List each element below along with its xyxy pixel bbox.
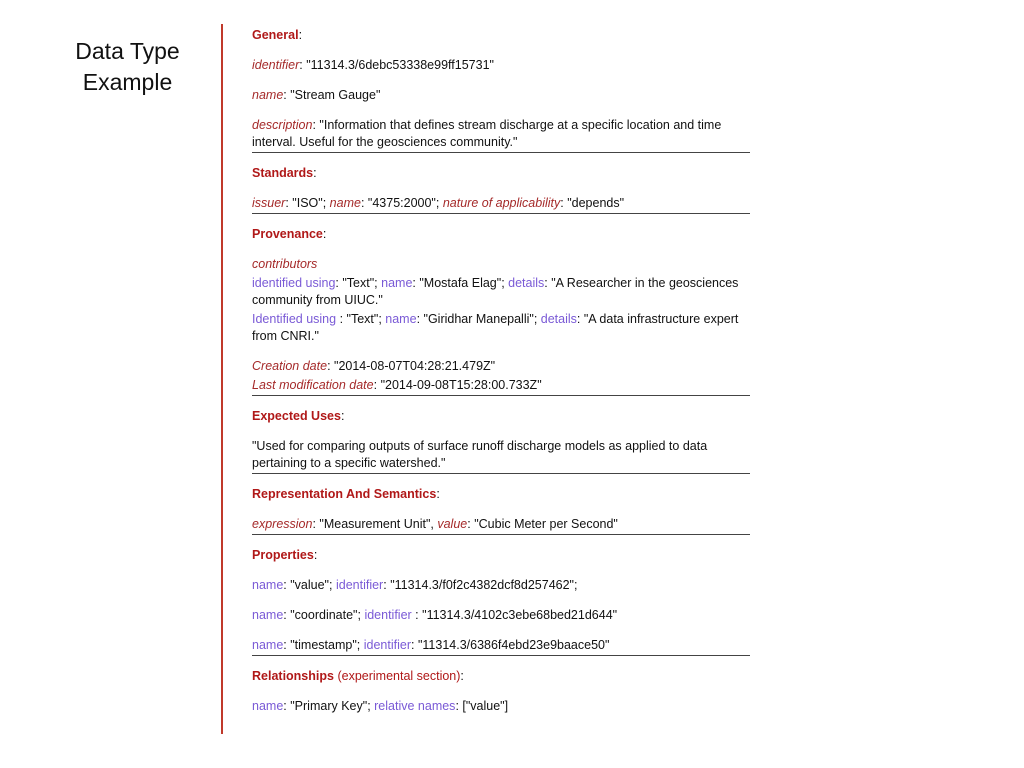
property-separator: ; [329, 578, 333, 592]
details-key: details [540, 312, 577, 326]
creation-date-value: "2014-08-07T04:28:21.479Z" [334, 359, 496, 373]
relationships-heading: Relationships [252, 669, 334, 683]
property-identifier-value: "11314.3/f0f2c4382dcf8d257462"; [390, 578, 578, 592]
description-key: description [252, 118, 313, 132]
identified-using-value: "Text" [346, 312, 379, 326]
creation-date-key: Creation date [252, 359, 328, 373]
section-provenance: Provenance: contributors identified using: "Text"; name: "Mostafa Elag"; details: "A Researcher in the geosciences community from UIUC." Identified using : "Text"; name: "Giridhar Manepalli"; details: "A data infrastructure expert from CNRI." Creation date: "2014-08-07T04:28:21.479Z" Last modification date: "2014-09-08T15:28:00.733Z" [252, 226, 750, 396]
property-name-value: "coordinate" [290, 608, 358, 622]
standard-name-key: name [329, 196, 361, 210]
contributor-item: Identified using : "Text"; name: "Giridhar Manepalli"; details: "A data infrastructure expert from CNRI." [252, 312, 739, 343]
general-heading: General [252, 28, 299, 42]
property-identifier-value: "11314.3/4102c3ebe68bed21d644" [422, 608, 618, 622]
data-type-document [252, 27, 750, 724]
property-item: name: "timestamp"; identifier: "11314.3/6386f4ebd23e9baace50" [252, 638, 610, 652]
property-identifier-key: identifier [363, 638, 411, 652]
representation-heading: Representation And Semantics [252, 487, 437, 501]
identifier-key: identifier [252, 58, 300, 72]
vertical-divider [221, 24, 223, 734]
name-value: "Stream Gauge" [290, 88, 381, 102]
identified-using-key: identified using [252, 276, 336, 290]
property-identifier-value: "11314.3/6386f4ebd23e9baace50" [417, 638, 610, 652]
property-identifier-key: identifier [364, 608, 412, 622]
last-modification-value: "2014-09-08T15:28:00.733Z" [380, 378, 542, 392]
slide-title: Data Type Example [75, 38, 180, 95]
issuer-value: "ISO" [292, 196, 323, 210]
contributor-name-key: name [385, 312, 417, 326]
contributor-name-key: name [381, 276, 413, 290]
property-separator: ; [357, 608, 361, 622]
section-properties: Properties: name: "value"; identifier: "11314.3/f0f2c4382dcf8d257462"; name: "coordinate"; identifier : "11314.3/4102c3ebe68bed21d644" name: "timestamp"; identifier: "11314.3/6386f4ebd23e9baace50" [252, 547, 750, 656]
property-identifier-colon: : [411, 608, 419, 622]
property-identifier-key: identifier [335, 578, 384, 592]
property-name-key: name [252, 608, 284, 622]
value-key: value [437, 517, 468, 531]
details-value: "A Researcher in the geosciences community from UIUC." [252, 276, 739, 307]
identified-using-key: Identified using [252, 312, 340, 326]
standards-heading: Standards [252, 166, 314, 180]
issuer-key: issuer [252, 196, 286, 210]
expression-key: expression [252, 517, 313, 531]
identifier-value: "11314.3/6debc53338e99ff15731" [306, 58, 494, 72]
section-relationships: Relationships (experimental section): name: "Primary Key"; relative names: ["value"] [252, 669, 509, 713]
expected-uses-text: "Used for comparing outputs of surface runoff discharge models as applied to data pertaining to a specific watershed." [252, 439, 708, 470]
property-name-key: name [252, 578, 284, 592]
property-identifier-colon: : [383, 578, 387, 592]
relative-names-key: relative names [374, 699, 456, 713]
section-representation: Representation And Semantics: expression: "Measurement Unit", value: "Cubic Meter per Second" [252, 486, 750, 535]
property-item: name: "coordinate"; identifier : "11314.3/4102c3ebe68bed21d644" [252, 608, 618, 622]
expected-uses-heading: Expected Uses [252, 409, 341, 423]
property-name-value: "value" [290, 578, 329, 592]
contributor-item: identified using: "Text"; name: "Mostafa Elag"; details: "A Researcher in the geosciences community from UIUC." [252, 276, 739, 307]
identified-using-value: "Text" [342, 276, 375, 290]
relative-names-value: ["value"] [462, 699, 509, 713]
expression-value: "Measurement Unit" [319, 517, 431, 531]
section-expected-uses: Expected Uses: "Used for comparing outputs of surface runoff discharge models as applied to data pertaining to a specific watershed." [252, 408, 750, 474]
property-name-key: name [252, 638, 284, 652]
relationship-name-value: "Primary Key" [290, 699, 368, 713]
nature-value: "depends" [567, 196, 625, 210]
section-standards: Standards: issuer: "ISO"; name: "4375:2000"; nature of applicability: "depends" [252, 165, 750, 214]
property-identifier-colon: : [410, 638, 415, 652]
details-key: details [508, 276, 545, 290]
contributors-label: contributors [252, 257, 318, 271]
property-name-value: "timestamp" [290, 638, 357, 652]
section-general: General: identifier: "11314.3/6debc53338e99ff15731" name: "Stream Gauge" description: "Information that defines stream discharge at a specific location and time interval. Useful for the geosciences community." [252, 27, 750, 153]
name-key: name [252, 88, 284, 102]
properties-heading: Properties [252, 548, 314, 562]
description-value: "Information that defines stream discharge at a specific location and time interval. Useful for the geosciences community." [252, 118, 722, 149]
contributor-name-value: "Giridhar Manepalli" [423, 312, 534, 326]
value-value: "Cubic Meter per Second" [474, 517, 618, 531]
last-modification-key: Last modification date [252, 378, 374, 392]
property-item: name: "value"; identifier: "11314.3/f0f2c4382dcf8d257462"; [252, 578, 578, 592]
standard-name-value: "4375:2000" [367, 196, 436, 210]
property-separator: ; [356, 638, 361, 652]
provenance-heading: Provenance [252, 227, 323, 241]
details-value: "A data infrastructure expert from CNRI." [252, 312, 739, 343]
relationships-note: (experimental section) [337, 669, 461, 683]
relationship-name-key: name [252, 699, 284, 713]
nature-key: nature of applicability [442, 196, 561, 210]
contributor-name-value: "Mostafa Elag" [419, 276, 502, 290]
